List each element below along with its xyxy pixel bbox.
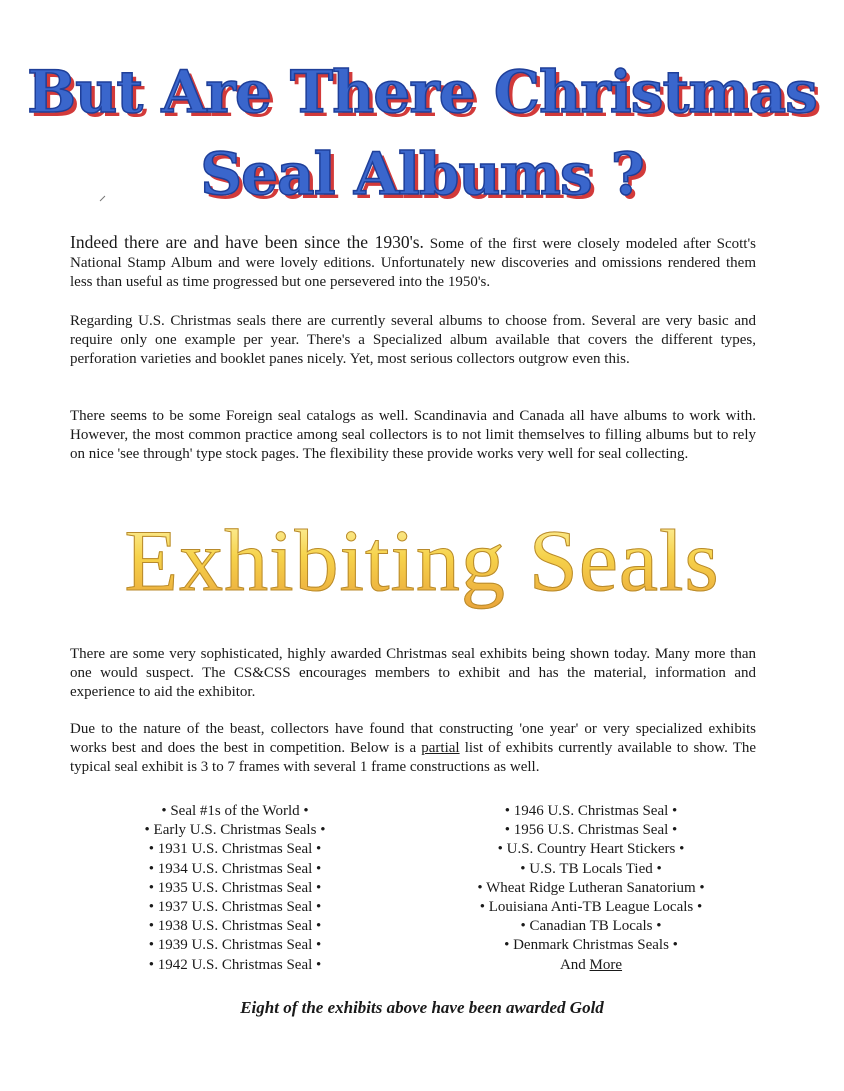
exhibits-intro-text-before: Due to the nature of the beast, collectors have found that constructing 'one year' or very specialized exhibits works best and does the best in competition. Below is a: [70, 721, 756, 756]
exhibits-intro-text-after: list of exhibits currently available to show. The typical seal exhibit is 3 to 7 frames with several 1 frame constructions as well.: [70, 740, 757, 775]
list-item: • 1938 U.S. Christmas Seal •: [148, 918, 322, 935]
and-more-and: And: [559, 956, 586, 973]
exhibit-list-right: [440, 802, 742, 975]
and-more-item: [440, 956, 742, 975]
intro-paragraph: [70, 233, 756, 292]
and-more-link[interactable]: More: [589, 956, 623, 973]
intro-paragraph-rest: Some of the first were closely modeled after Scott's National Stamp Album and were lovely editions. Unfortunately new discoveries and omissions rendered them less than useful as time progressed but one persevered into the 1950's.: [70, 236, 757, 290]
gold-award-note: Eight of the exhibits above have been awarded Gold: [240, 998, 604, 1017]
list-item: • 1946 U.S. Christmas Seal •: [504, 803, 678, 819]
list-item: • Denmark Christmas Seals •: [504, 937, 678, 954]
list-item: • U.S. Country Heart Stickers •: [497, 841, 685, 858]
us-albums-paragraph: Regarding U.S. Christmas seals there are currently several albums to choose from. Several are very basic and require only one example per year. There's a Specialized album available that covers the different types, perforation varieties and booklet panes nicely. Yet, most serious collectors outgrow even this.: [70, 313, 756, 367]
list-item: • Canadian TB Locals •: [520, 918, 662, 935]
list-item: • U.S. TB Locals Tied •: [520, 860, 662, 877]
list-item: • Early U.S. Christmas Seals •: [144, 822, 326, 839]
partial-underlined-word: partial: [421, 740, 460, 756]
page-title-line-2: Seal Albums ?: [200, 140, 644, 208]
list-item: • Wheat Ridge Lutheran Sanatorium •: [477, 879, 705, 896]
exhibits-intro-paragraph: There are some very sophisticated, highly awarded Christmas seal exhibits being shown today. Many more than one would suspect. The CS&CSS encourages members to exhibit and has the material, information and experience to aid the exhibitor.: [70, 646, 756, 700]
list-item: • Louisiana Anti-TB League Locals •: [479, 899, 703, 916]
list-item: • 1934 U.S. Christmas Seal •: [148, 860, 322, 877]
foreign-albums-paragraph: There seems to be some Foreign seal catalogs as well. Scandinavia and Canada all have albums to work with. However, the most common practice among seal collectors is to not limit themselves to filling albums but to rely on nice 'see through' type stock pages. The flexibility these provide works very well for seal collecting.: [70, 408, 756, 462]
list-item: • 1935 U.S. Christmas Seal •: [148, 879, 322, 896]
intro-lead-sentence: Indeed there are and have been since the 1930's.: [70, 232, 424, 252]
list-item: • Seal #1s of the World •: [161, 803, 309, 819]
list-item: • 1942 U.S. Christmas Seal •: [148, 956, 322, 973]
list-item: • 1931 U.S. Christmas Seal •: [148, 841, 322, 858]
exhibits-list-intro-paragraph: [70, 720, 756, 777]
section-heading-exhibiting: Exhibiting Seals: [0, 512, 844, 612]
list-item: • 1939 U.S. Christmas Seal •: [148, 937, 322, 954]
list-item: • 1956 U.S. Christmas Seal •: [504, 822, 678, 839]
page-title-line-1: But Are There Christmas: [27, 58, 817, 126]
exhibit-list-left: [110, 802, 360, 975]
list-item: • 1937 U.S. Christmas Seal •: [148, 899, 322, 916]
